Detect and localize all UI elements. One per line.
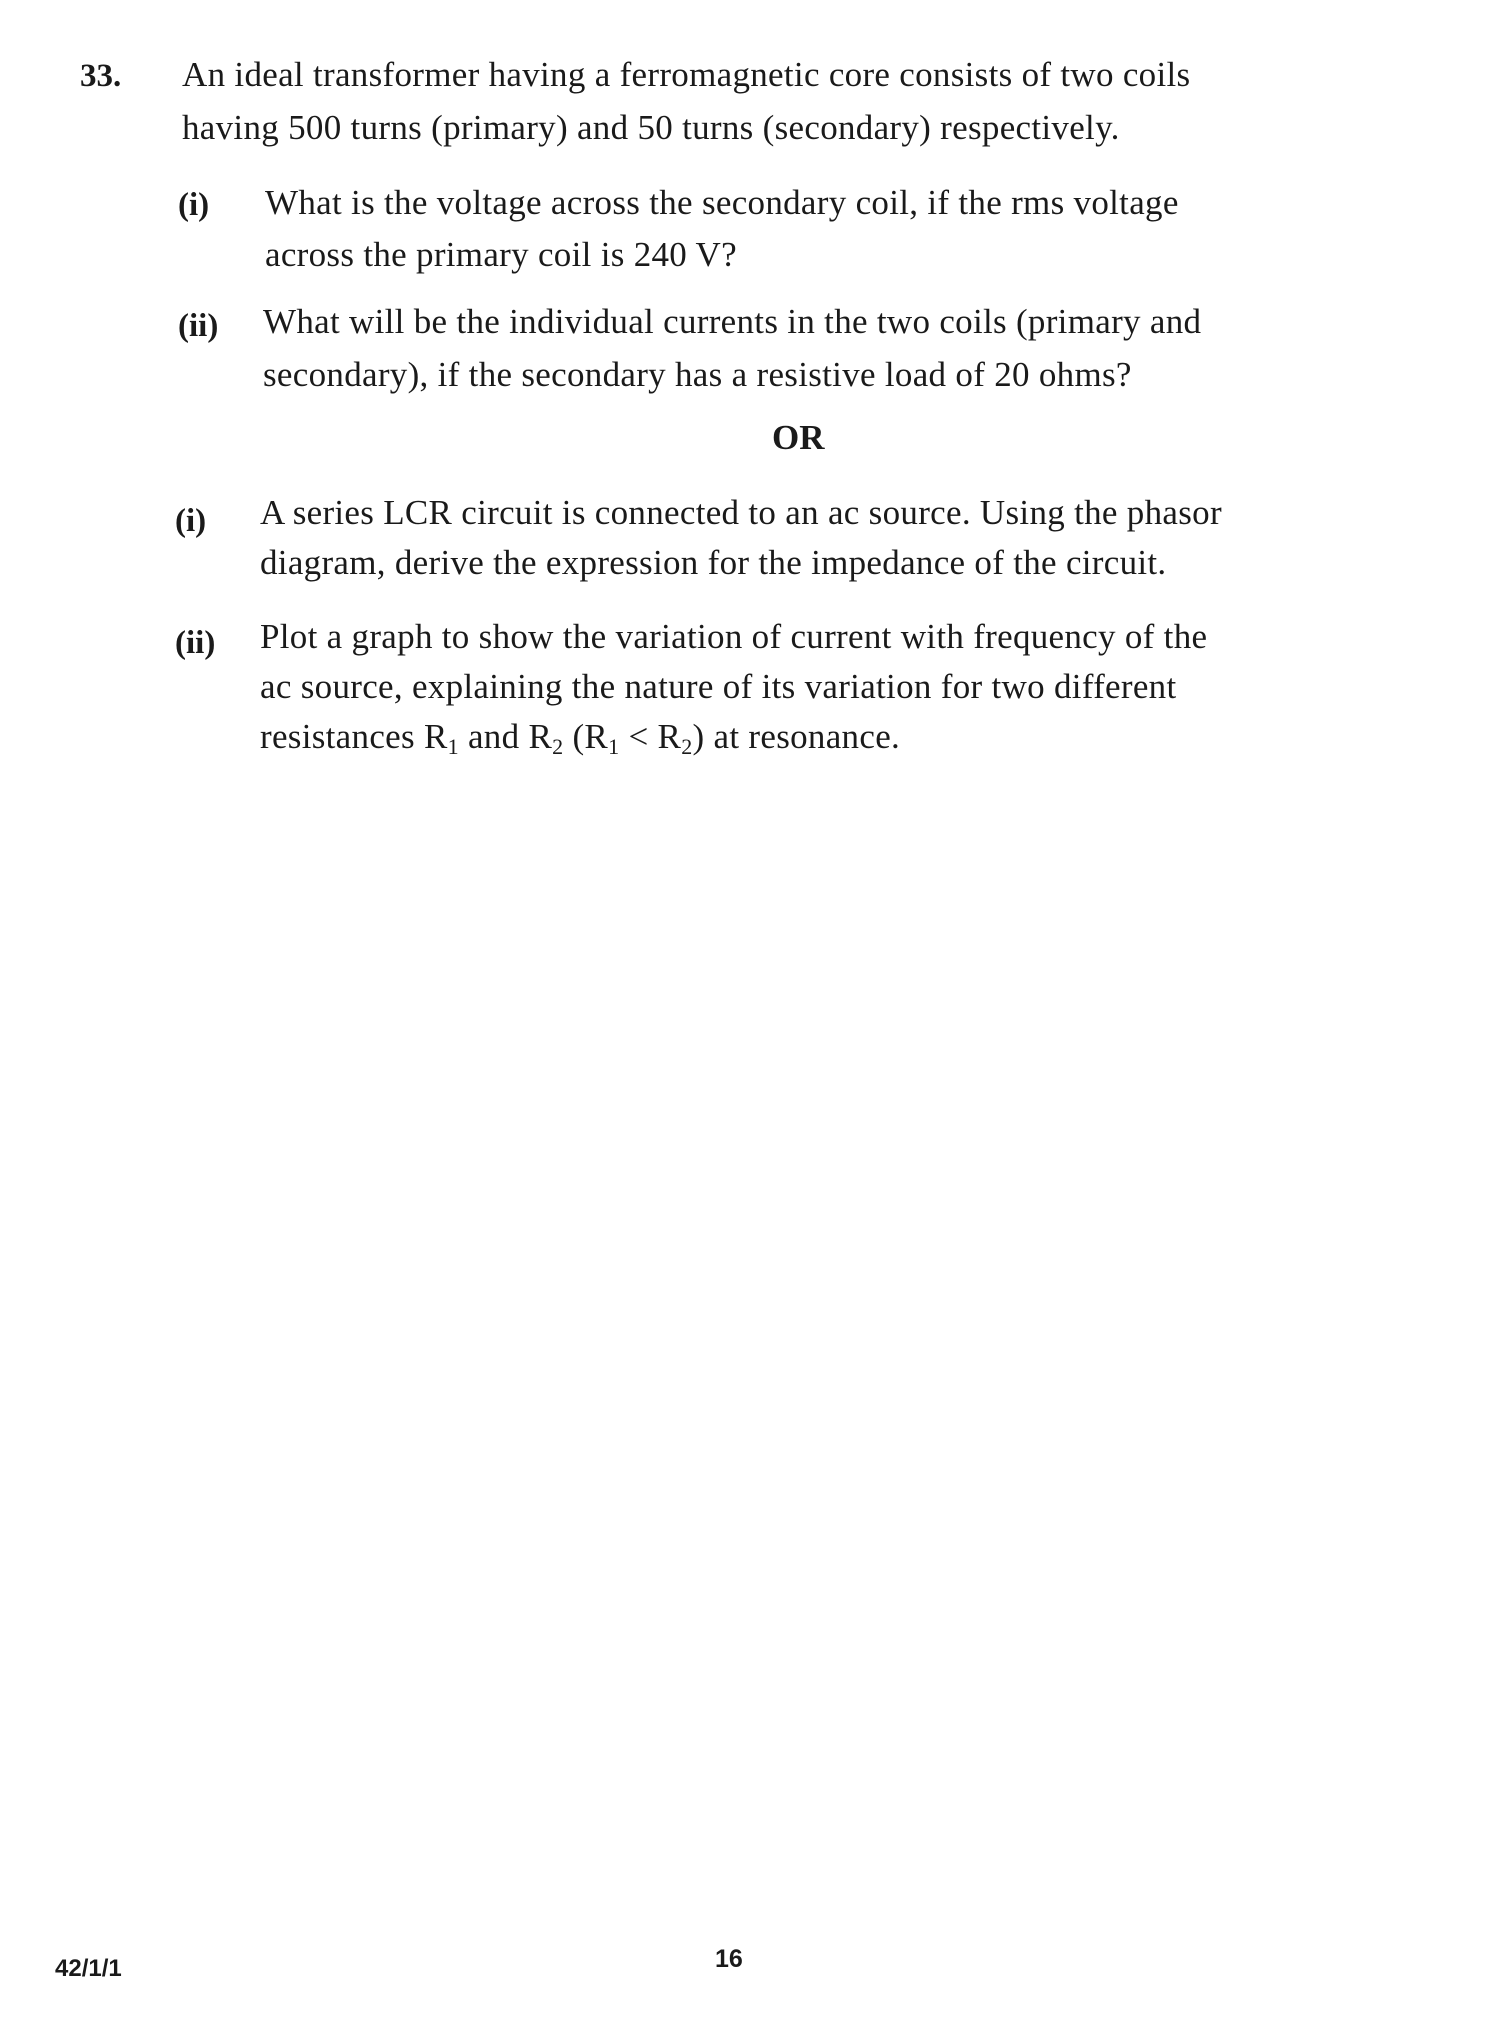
part-label-i: (i) <box>178 187 210 223</box>
part-ii-line-2: secondary), if the secondary has a resistive load of 20 ohms? <box>263 355 1132 394</box>
or-separator: OR <box>772 418 825 457</box>
text-fragment: ) at resonance. <box>692 717 901 756</box>
question-number: 33. <box>80 58 122 94</box>
text-fragment: < R <box>619 717 682 756</box>
paper-code: 42/1/1 <box>55 1955 122 1982</box>
subscript-1: 1 <box>447 734 459 759</box>
text-fragment: and R <box>458 717 553 756</box>
alt-part-i-line-1: A series LCR circuit is connected to an ac source. Using the phasor <box>260 493 1222 532</box>
question-stem-line-2: having 500 turns (primary) and 50 turns (secondary) respectively. <box>182 108 1120 147</box>
subscript-2: 2 <box>552 734 564 759</box>
page-number: 16 <box>715 1945 743 1973</box>
text-fragment: resistances R <box>260 717 448 756</box>
alt-part-i-line-2: diagram, derive the expression for the impedance of the circuit. <box>260 543 1167 582</box>
part-ii-line-1: What will be the individual currents in the two coils (primary and <box>263 302 1202 341</box>
alt-part-ii-line-2: ac source, explaining the nature of its variation for two different <box>260 667 1177 706</box>
alt-part-label-ii: (ii) <box>175 625 216 661</box>
question-stem-line-1: An ideal transformer having a ferromagnetic core consists of two coils <box>182 55 1191 94</box>
alt-part-ii-line-1: Plot a graph to show the variation of current with frequency of the <box>260 617 1208 656</box>
text-fragment: (R <box>563 717 609 756</box>
alt-part-ii-line-3 <box>260 717 900 757</box>
alt-part-label-i: (i) <box>175 503 207 539</box>
part-i-line-1: What is the voltage across the secondary coil, if the rms voltage <box>265 183 1179 222</box>
part-i-line-2: across the primary coil is 240 V? <box>265 235 737 274</box>
subscript-1: 1 <box>608 734 620 759</box>
subscript-2: 2 <box>681 734 693 759</box>
part-label-ii: (ii) <box>178 308 219 344</box>
